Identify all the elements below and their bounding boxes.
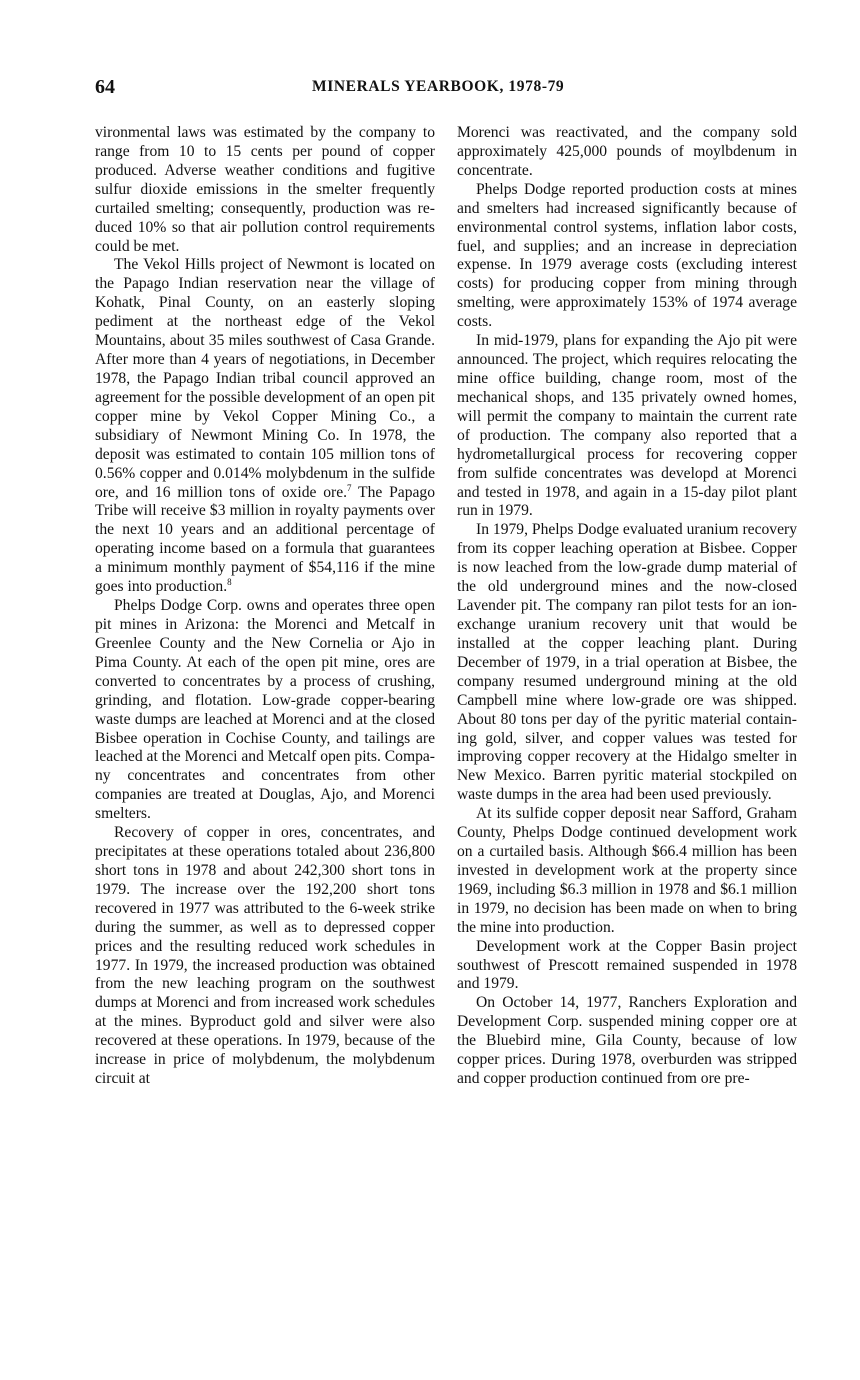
paragraph-ajo-expansion: In mid-1979, plans for expanding the Ajo pit were announced. The project, which requires relocating the mine office building, change room, most of the mechanical shops, and 135 privately owned homes, will permit the company to maintain the current rate of production. The company also reported that a hydrometallurgical process for recovering copper from sulfide concentrates was developd at Morenci and tested in 1978, and again in a 15-day pilot plant run in 1979. <box>457 332 797 520</box>
left-column <box>95 124 435 1089</box>
paragraph-copper-recovery: Recovery of copper in ores, concentrates, and precipitates at these operations totaled about 236,800 short tons in 1978 and about 242,300 short tons in 1979. The increase over the 192,200 short tons recovered in 1977 was attributed to the 6-week strike during the summer, as well as to depressed copper prices and the resulting reduced work schedules in 1977. In 1979, the increased production was obtained from the new leaching program on the southwest dumps at Morenci and from increased work schedules at the mines. Byproduct gold and silver were also recovered at these operations. In 1979, because of the increase in price of molybdenum, the molybdenum circuit at <box>95 824 435 1088</box>
paragraph-bluebird-mine: On October 14, 1977, Ranchers Exploration and Development Corp. suspended mining copper ore at the Bluebird mine, Gila County, because of low copper prices. During 1978, overburden was stripped and copper production continued from ore pre- <box>457 994 797 1088</box>
page-header <box>95 76 835 102</box>
paragraph-uranium-recovery: In 1979, Phelps Dodge evaluated uranium recovery from its copper leaching operation at Bisbee. Copper is now leached from the low-grade dump material of the old underground mines and the now-closed Lavender pit. The company ran pilot tests for an ion-exchange uranium recovery unit that would be installed at the copper leaching plant. During December of 1979, in a trial operation at Bisbee, the company resumed underground mining at the old Campbell mine where low-grade ore was shipped. About 80 tons per day of the pyritic material containing gold, silver, and copper values was tested for improving copper recovery at the Hidalgo smelter in New Mexico. Barren pyritic material stockpiled on waste dumps in the area had been used previously. <box>457 521 797 804</box>
paragraph-vekol-hills <box>95 256 435 597</box>
paragraph-copper-basin: Development work at the Copper Basin project southwest of Prescott remained suspended in 1978 and 1979. <box>457 937 797 993</box>
paragraph-production-costs: Phelps Dodge reported production costs at mines and smelters had increased significantly because of environmental control systems, inflation labor costs, fuel, and supplies; and an increase in depreciation expense. In 1979 average costs (excluding interest costs) for producing copper from mining through smelting, were approximately 153% of 1974 average costs. <box>457 180 797 331</box>
paragraph-phelps-dodge-mines: Phelps Dodge Corp. owns and operates three open pit mines in Arizona: the Morenci and Metcalf in Greenlee County and the New Cornelia or Ajo in Pima County. At each of the open pit mine, ores are converted to concentrates by a process of crushing, grinding, and flotation. Low-grade copper-bearing waste dumps are leached at Morenci and at the closed Bisbee operation in Cochise County, and tailings are leached at the Morenci and Metcalf open pits. Company concentrates and concentrates from other companies are treated at Douglas, Ajo, and Morenci smelters. <box>95 597 435 823</box>
running-title: MINERALS YEARBOOK, 1978-79 <box>312 78 565 95</box>
paragraph-text: The Vekol Hills project of Newmont is located on the Papago Indian reservation near the village of Kohatk, Pinal County, on an easterly sloping pediment at the northeast edge of the Vekol Mountains, about 35 miles southwest of Casa Grande. After more than 4 years of negotiations, in December 1978, the Papago Indian tribal council approved an agreement for the possible development of an open pit copper mine by Vekol Copper Mining Co., a subsidiary of Newmont Mining Co. In 1978, the deposit was estimated to contain 105 million tons of 0.56% copper and 0.014% molybdenum in the sulfide ore, and 16 million tons of oxide ore. <box>95 256 435 501</box>
paragraph-text: The Papago Tribe will receive $3 million in royalty payments over the next 10 years and an additional percentage of operating income based on a formula that guarantees a minimum monthly payment of $54,116 if the mine goes into production. <box>95 483 436 596</box>
footnote-marker: 8 <box>227 576 232 587</box>
paragraph-morenci-molybdenum: Morenci was reactivated, and the company sold approximately 425,000 pounds of moylbdenum in concentrate. <box>457 124 797 179</box>
paragraph-safford-deposit: At its sulfide copper deposit near Safford, Graham County, Phelps Dodge continued development work on a curtailed basis. Although $66.4 million has been invested in development work at the property since 1969, including $6.3 million in 1978 and $6.1 million in 1979, no decision has been made on when to bring the mine into production. <box>457 805 797 936</box>
footnote-marker: 7 <box>347 482 352 493</box>
paragraph-environmental-costs: vironmental laws was estimated by the company to range from 10 to 15 cents per pound of copper produced. Adverse weather conditions and fugitive sulfur dioxide emissions in the smelter frequently curtailed smelting; consequently, production was reduced 10% so that air pollution control requirements could be met. <box>95 124 435 255</box>
page-number: 64 <box>95 76 115 98</box>
right-column <box>457 124 797 1089</box>
